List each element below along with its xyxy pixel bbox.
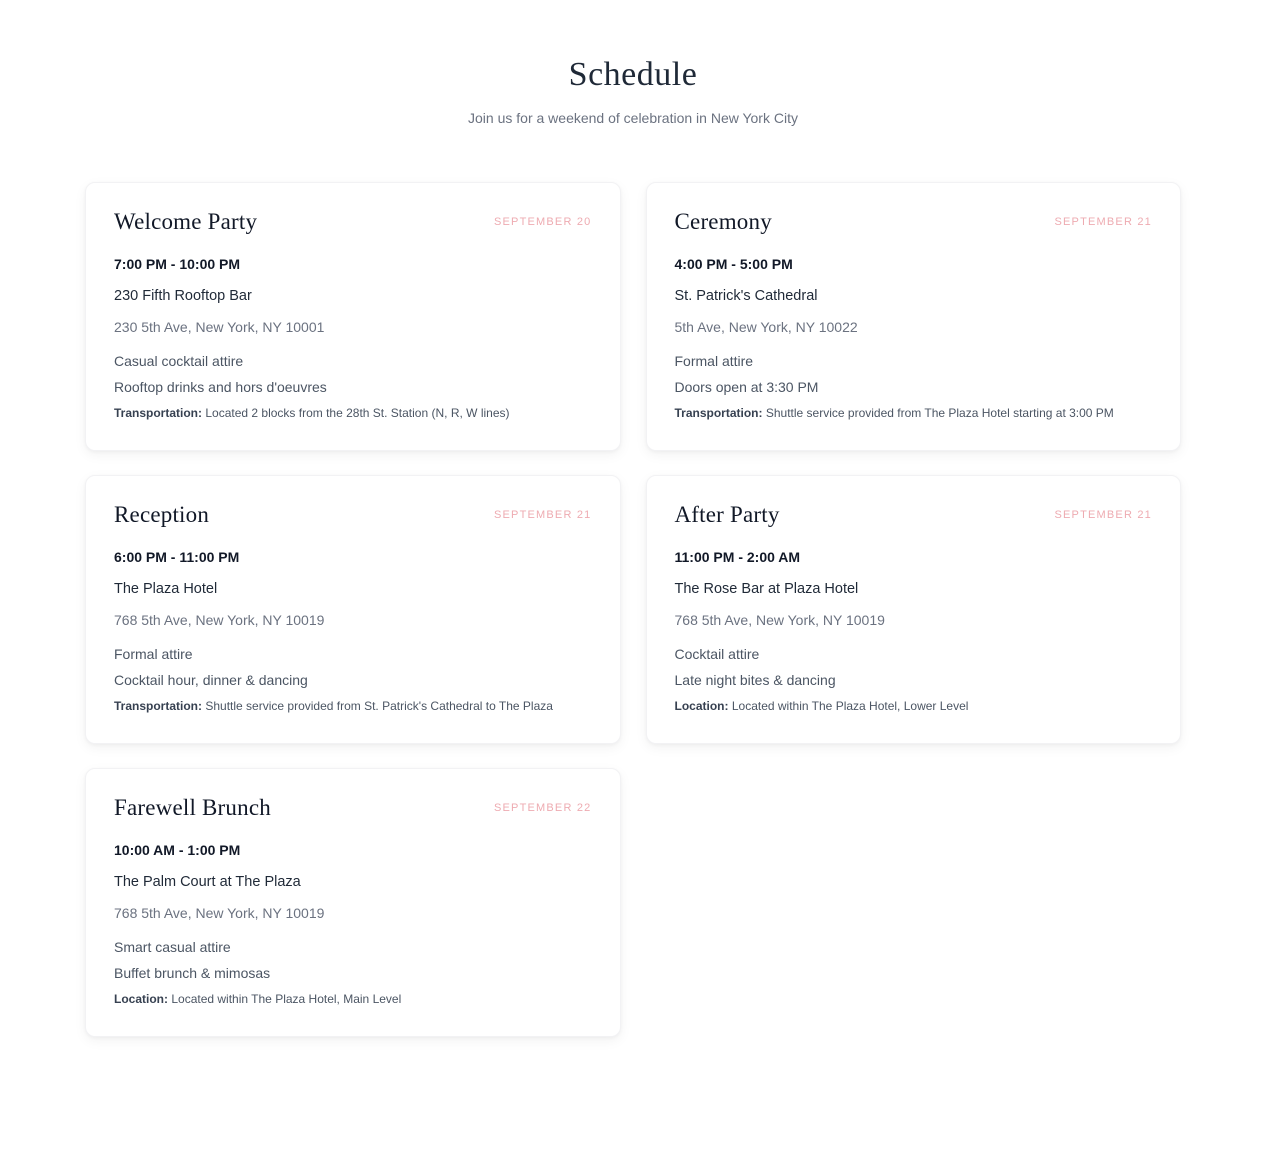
event-time: 10:00 AM - 1:00 PM	[114, 842, 241, 858]
event-attire: Smart casual attire	[114, 939, 231, 955]
event-card-reception	[85, 475, 621, 744]
event-note-text: Located within The Plaza Hotel, Lower Level	[731, 699, 969, 713]
event-description: Late night bites & dancing	[674, 672, 836, 688]
event-note-text: Located within The Plaza Hotel, Main Level	[171, 992, 402, 1006]
event-note-label: Transportation:	[674, 406, 763, 420]
event-time: 7:00 PM - 10:00 PM	[114, 256, 241, 272]
page-title: Schedule	[568, 56, 698, 93]
event-note-label: Transportation:	[114, 699, 203, 713]
event-date-badge: SEPTEMBER 21	[1054, 509, 1152, 521]
event-note	[114, 992, 592, 1006]
schedule-grid	[85, 182, 1181, 1157]
event-note-text: Shuttle service provided from The Plaza Hotel starting at 3:00 PM	[765, 406, 1114, 420]
event-address: 768 5th Ave, New York, NY 10019	[114, 612, 325, 628]
event-name: Welcome Party	[114, 209, 258, 234]
event-date-badge: SEPTEMBER 21	[1054, 216, 1152, 228]
event-card-after-party	[646, 475, 1182, 744]
event-venue: St. Patrick's Cathedral	[674, 288, 818, 304]
event-note-text: Shuttle service provided from St. Patrick's Cathedral to The Plaza	[205, 699, 553, 713]
event-venue: 230 Fifth Rooftop Bar	[114, 288, 252, 304]
event-description: Buffet brunch & mimosas	[114, 965, 271, 981]
page-subtitle: Join us for a weekend of celebration in New York City	[468, 110, 798, 126]
event-attire: Formal attire	[674, 353, 754, 369]
event-time: 6:00 PM - 11:00 PM	[114, 549, 240, 565]
event-name: Farewell Brunch	[114, 795, 271, 820]
event-attire: Casual cocktail attire	[114, 353, 244, 369]
event-time: 11:00 PM - 2:00 AM	[674, 549, 801, 565]
event-card-header	[114, 502, 592, 528]
event-attire: Cocktail attire	[674, 646, 760, 662]
event-note	[675, 406, 1153, 420]
event-name: Reception	[114, 502, 210, 527]
event-address: 768 5th Ave, New York, NY 10019	[674, 612, 885, 628]
page-header	[0, 0, 1266, 126]
event-date-badge: SEPTEMBER 21	[493, 509, 592, 521]
event-time: 4:00 PM - 5:00 PM	[674, 256, 793, 272]
event-description: Doors open at 3:30 PM	[674, 379, 819, 395]
event-attire: Formal attire	[114, 646, 193, 662]
event-description: Cocktail hour, dinner & dancing	[114, 672, 308, 688]
event-name: Ceremony	[674, 209, 772, 234]
event-date-badge: SEPTEMBER 22	[493, 802, 592, 814]
event-card-ceremony	[646, 182, 1182, 451]
event-note	[114, 699, 592, 713]
event-address: 230 5th Ave, New York, NY 10001	[114, 319, 325, 335]
event-card-header	[114, 209, 592, 235]
event-note	[114, 406, 592, 420]
event-description: Rooftop drinks and hors d'oeuvres	[114, 379, 327, 395]
event-address: 768 5th Ave, New York, NY 10019	[114, 905, 325, 921]
event-card-welcome-party	[85, 182, 621, 451]
event-note	[675, 699, 1153, 713]
event-card-farewell-brunch	[85, 768, 621, 1037]
event-card-header	[675, 209, 1153, 235]
event-note-label: Location:	[674, 699, 729, 713]
event-note-label: Transportation:	[114, 406, 203, 420]
event-venue: The Plaza Hotel	[114, 581, 218, 597]
event-note-label: Location:	[114, 992, 168, 1006]
event-note-text: Located 2 blocks from the 28th St. Station (N, R, W lines)	[205, 406, 510, 420]
event-date-badge: SEPTEMBER 20	[493, 216, 592, 228]
event-venue: The Rose Bar at Plaza Hotel	[674, 581, 859, 597]
event-address: 5th Ave, New York, NY 10022	[674, 319, 858, 335]
event-venue: The Palm Court at The Plaza	[114, 874, 301, 890]
event-name: After Party	[674, 502, 780, 527]
event-card-header	[114, 795, 592, 821]
event-card-header	[675, 502, 1153, 528]
